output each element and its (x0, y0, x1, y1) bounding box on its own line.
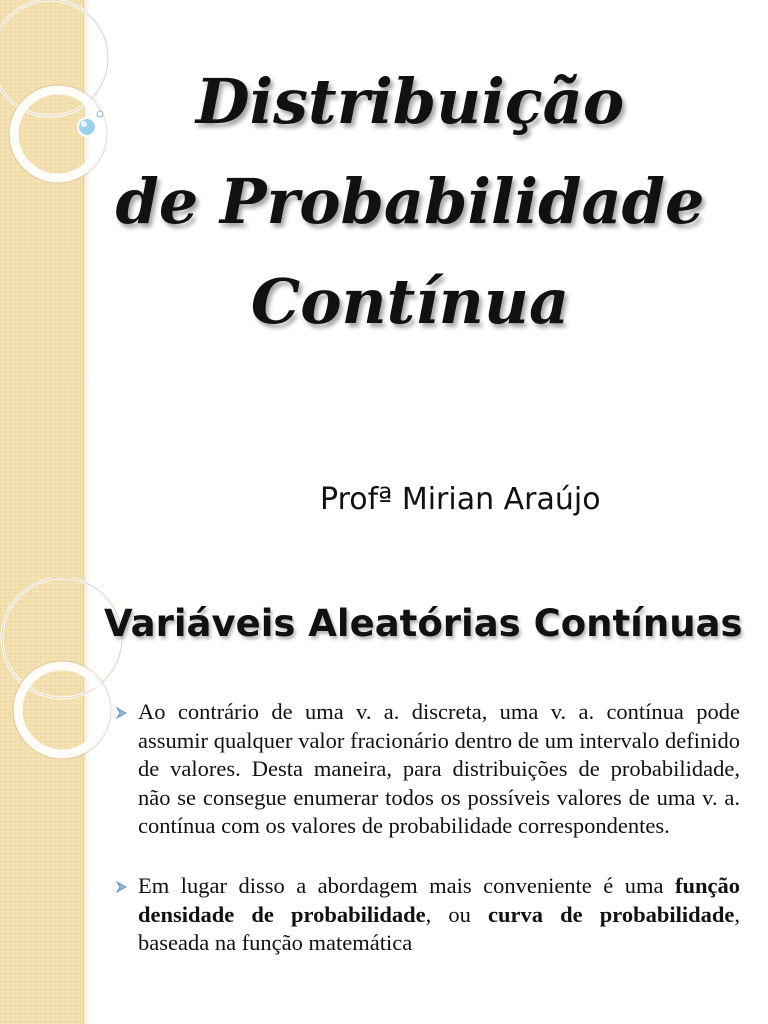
bullet-list (116, 698, 740, 958)
bullet-bold-term: função densidade de probabilidade (138, 872, 740, 927)
bullet-item (116, 872, 740, 958)
arrow-bullet-icon (116, 881, 128, 893)
bullet-bold-term: curva de probabilidade (488, 901, 735, 927)
bullet-text: Ao contrário de uma v. a. discreta, uma v. a. contínua pode assumir qualquer valor fracionário dentro de um intervalo definido de valores. Desta maneira, para distribuições de probabilidade, não se consegue enumerar todos os possíveis valores de uma v. a. contínua com os valores de probabilidade correspondentes. (138, 699, 740, 839)
slide-content (0, 578, 768, 1024)
slide-heading: Variáveis Aleatórias Contínuas (104, 602, 743, 645)
title-line-3: Contínua (250, 265, 570, 338)
arrow-bullet-icon (116, 707, 128, 719)
bullet-text-part: Em lugar disso a abordagem mais conveniente é uma (138, 872, 675, 898)
bullet-text-part: , ou (425, 901, 489, 927)
slide-title-text (90, 52, 730, 352)
bullet-item (116, 698, 740, 841)
bullet-text-part: , baseada na função matemática (138, 901, 740, 956)
title-line-2: de Probabilidade (115, 165, 705, 238)
title-line-1: Distribuição (195, 65, 625, 138)
author-name: Profª Mirian Araújo (320, 482, 601, 517)
